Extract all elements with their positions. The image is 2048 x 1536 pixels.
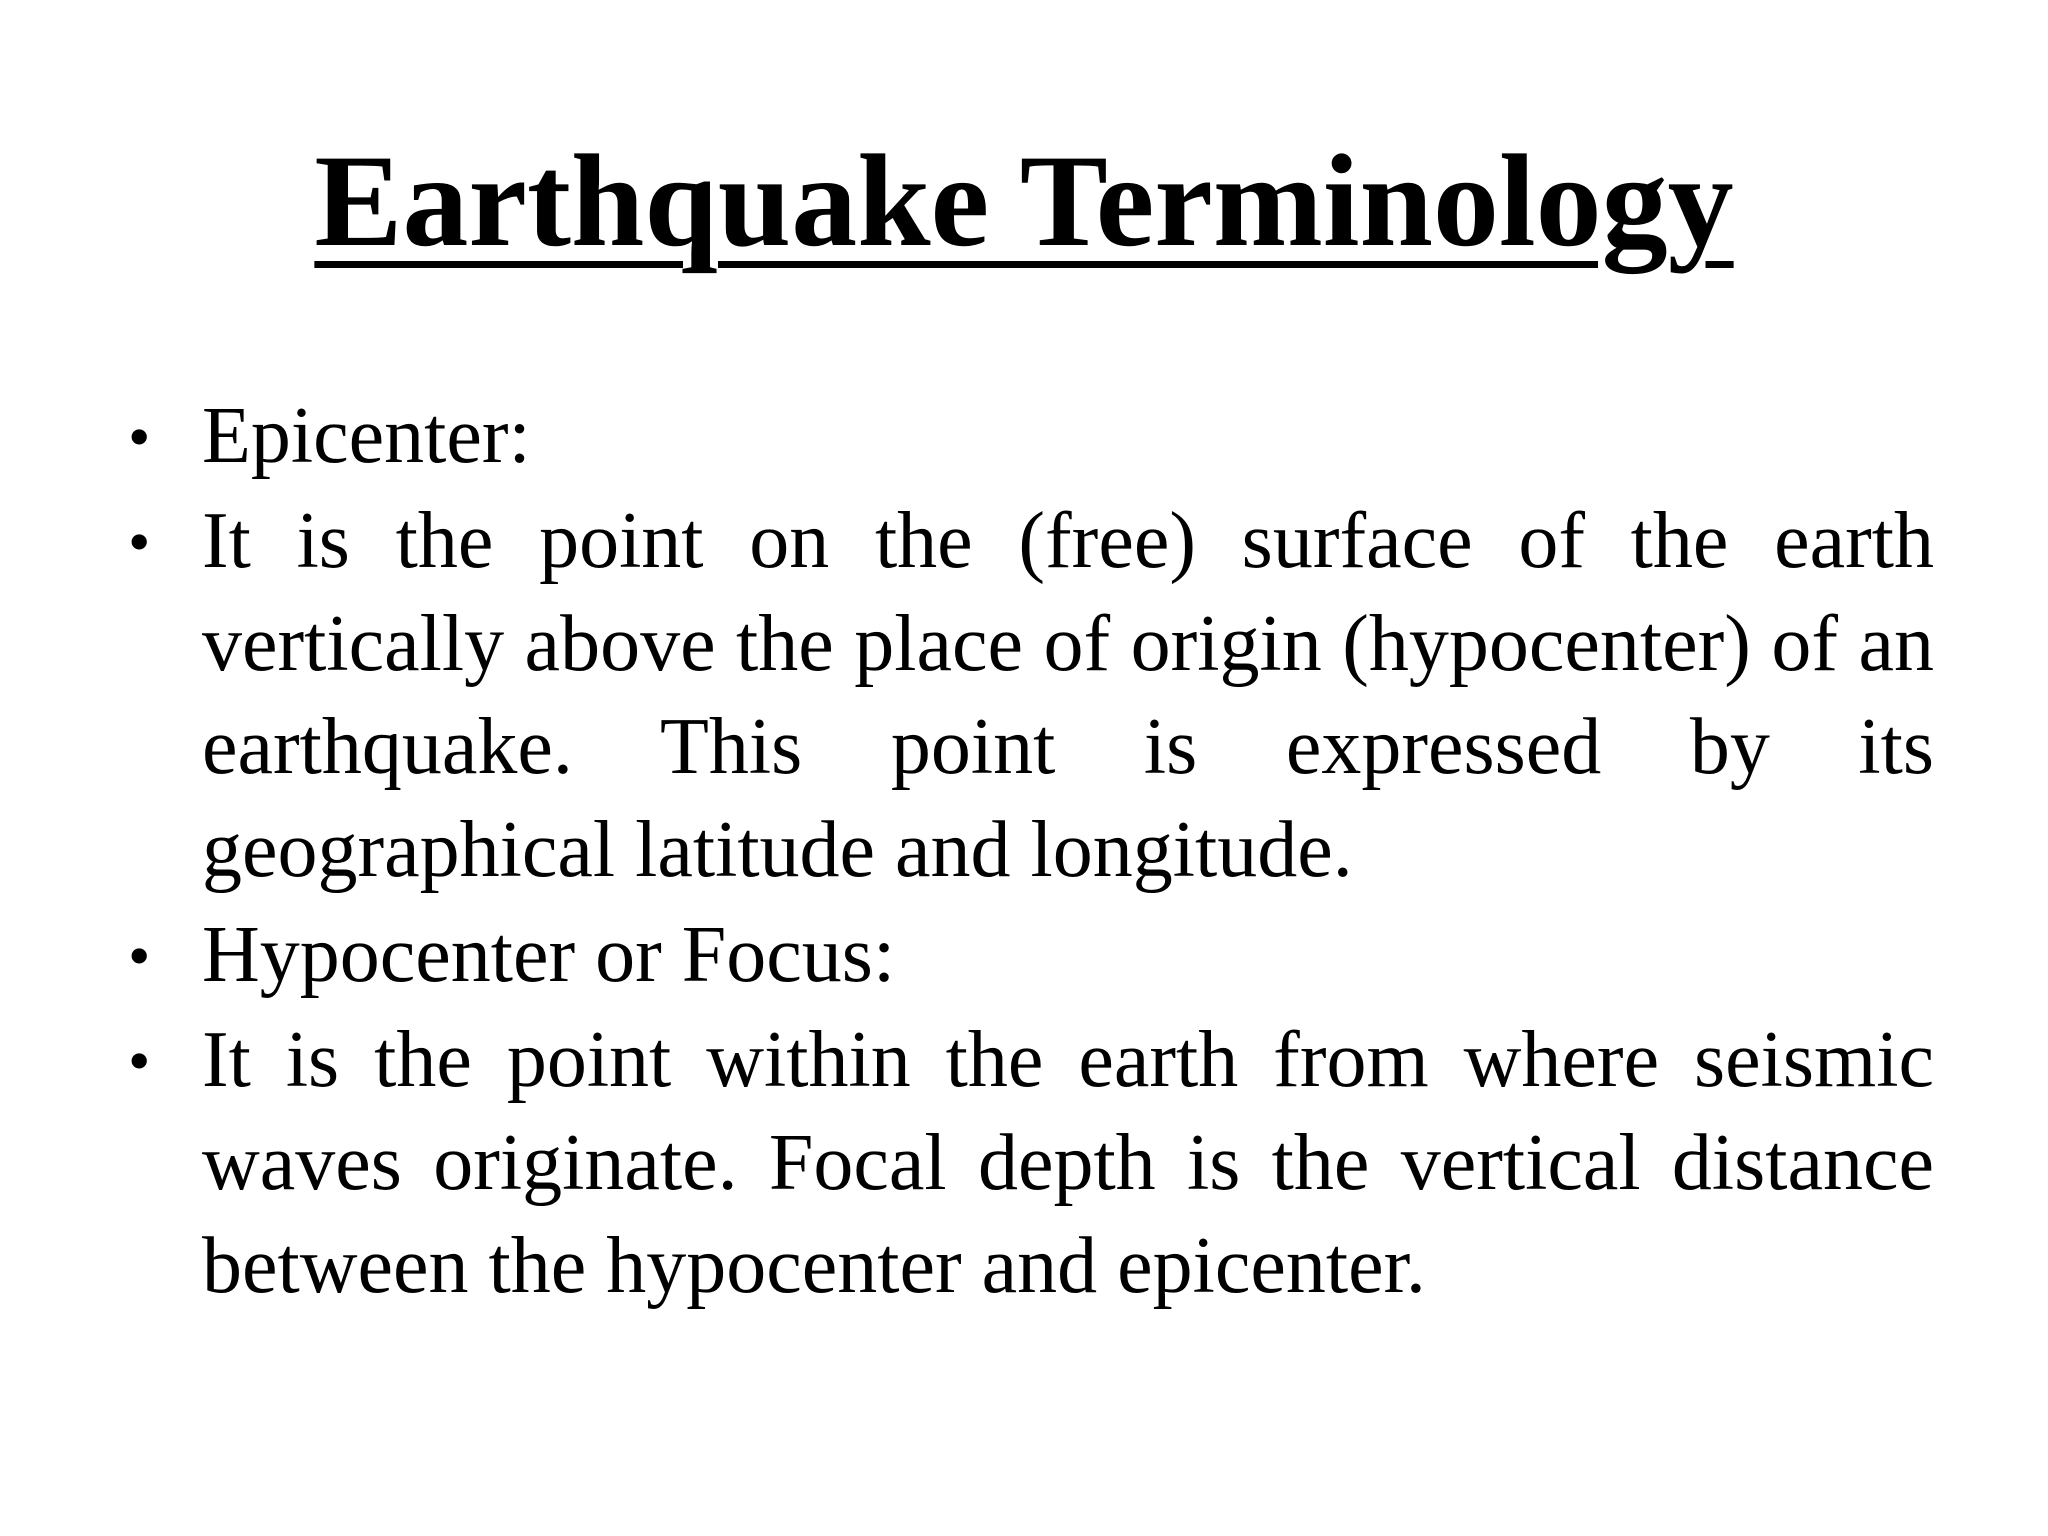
bullet-icon: •: [128, 401, 151, 472]
bullet-text: Epicenter:: [202, 392, 531, 480]
bullet-text: It is the point within the earth from where seismic waves originate. Focal depth is the vertical distance between the hypocenter and epicenter.: [202, 1016, 1934, 1310]
bullet-item-hypocenter-heading: [128, 904, 1934, 1007]
bullet-icon: •: [128, 506, 151, 577]
slide-title: Earthquake Terminology: [314, 127, 1734, 274]
bullet-item-epicenter-definition: [128, 490, 1934, 902]
bullet-text: Hypocenter or Focus:: [202, 911, 896, 999]
bullet-item-epicenter-heading: [128, 385, 1934, 488]
bullet-icon: •: [128, 1025, 151, 1096]
bullet-list: [128, 385, 1934, 1318]
bullet-icon: •: [128, 920, 151, 991]
bullet-item-hypocenter-definition: [128, 1009, 1934, 1318]
bullet-text: It is the point on the (free) surface of the earth vertically above the place of origin (hypocenter) of an earthquake. This point is expressed by its geographical latitude and longitude.: [202, 497, 1934, 894]
